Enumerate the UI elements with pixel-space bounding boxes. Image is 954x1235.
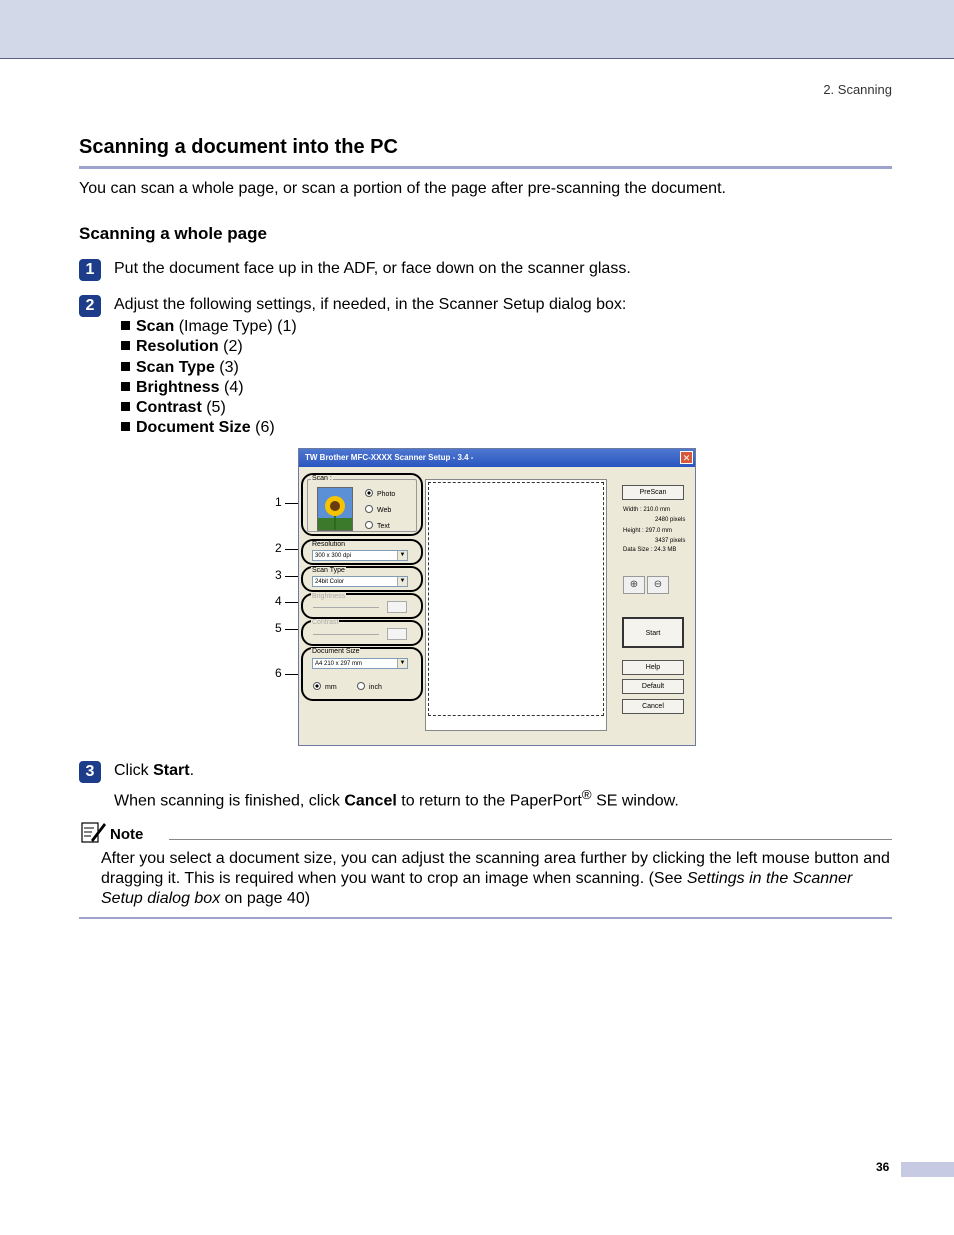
- step-number: 2: [79, 295, 101, 317]
- brightness-value[interactable]: [387, 601, 407, 613]
- contrast-slider[interactable]: [313, 634, 379, 635]
- scan-area-frame[interactable]: [428, 482, 604, 716]
- width-info: Width : 210.0 mm: [623, 507, 671, 513]
- radio-mm[interactable]: mm: [313, 682, 337, 691]
- page-title: Scanning a document into the PC: [79, 136, 398, 158]
- page-bar: [901, 1162, 954, 1177]
- step-text: Adjust the following settings, if needed, in the Scanner Setup dialog box:: [114, 296, 627, 313]
- list-item: Scan Type (3): [121, 358, 297, 378]
- default-button[interactable]: Default: [622, 679, 684, 694]
- step-text: Click Start.: [114, 762, 195, 779]
- width-pixels: 2480 pixels: [655, 517, 686, 523]
- callout-6: 6: [275, 666, 282, 680]
- page-number: 36: [876, 1160, 890, 1174]
- prescan-button[interactable]: PreScan: [622, 485, 684, 500]
- header-band: [0, 0, 954, 59]
- help-button[interactable]: Help: [622, 660, 684, 675]
- docsize-highlight: [301, 647, 423, 701]
- list-item: Contrast (5): [121, 398, 297, 418]
- list-item: Resolution (2): [121, 337, 297, 357]
- title-rule: [79, 166, 892, 169]
- step-3-detail: When scanning is finished, click Cancel to return to the PaperPort® SE window.: [114, 787, 679, 810]
- photo-thumbnail: [317, 487, 353, 531]
- contrast-value[interactable]: [387, 628, 407, 640]
- chevron-down-icon: ▼: [397, 551, 407, 560]
- zoom-out-icon[interactable]: ⊖: [647, 576, 669, 594]
- resolution-label: Resolution: [312, 541, 346, 548]
- scantype-label: Scan Type: [312, 567, 345, 574]
- list-item: Document Size (6): [121, 418, 297, 438]
- resolution-select[interactable]: 300 x 300 dpi ▼: [312, 550, 408, 561]
- note-text: After you select a document size, you can adjust the scanning area further by clicking the left mouse button and dragging it. This is required when you want to crop an image when scanning. (See Settings in the Scanner Setup dialog box on page 40): [101, 850, 890, 907]
- note-divider: [169, 839, 892, 840]
- intro-text: You can scan a whole page, or scan a portion of the page after pre-scanning the document.: [79, 180, 726, 197]
- docsize-label: Document Size: [312, 648, 360, 655]
- note-label: Note: [110, 826, 144, 843]
- list-item: Brightness (4): [121, 378, 297, 398]
- sunflower-icon: [318, 488, 352, 530]
- bottom-rule: [79, 917, 892, 919]
- callout-5: 5: [275, 621, 282, 635]
- close-icon[interactable]: ✕: [680, 451, 693, 464]
- chevron-down-icon: ▼: [397, 577, 407, 586]
- section-header: 2. Scanning: [823, 82, 892, 97]
- radio-web[interactable]: Web: [365, 505, 391, 514]
- radio-photo[interactable]: Photo: [365, 489, 395, 498]
- step-text: Put the document face up in the ADF, or face down on the scanner glass.: [114, 260, 631, 277]
- callout-4: 4: [275, 594, 282, 608]
- cancel-button[interactable]: Cancel: [622, 699, 684, 714]
- scantype-select[interactable]: 24bit Color ▼: [312, 576, 408, 587]
- callout-3: 3: [275, 568, 282, 582]
- brightness-label: Brightness: [312, 593, 346, 600]
- start-button[interactable]: Start: [622, 617, 684, 648]
- subsection-title: Scanning a whole page: [79, 224, 267, 243]
- datasize-info: Data Size : 24.3 MB: [623, 547, 677, 553]
- docsize-select[interactable]: A4 210 x 297 mm ▼: [312, 658, 408, 669]
- note-pencil-icon: [81, 820, 107, 844]
- settings-list: [121, 317, 297, 439]
- height-info: Height : 297.0 mm: [623, 528, 673, 534]
- scanner-setup-dialog: [298, 448, 696, 746]
- dialog-titlebar: TW Brother MFC-XXXX Scanner Setup - 3.4 -: [299, 449, 695, 467]
- callout-2: 2: [275, 541, 282, 555]
- height-pixels: 3437 pixels: [655, 538, 686, 544]
- radio-inch[interactable]: inch: [357, 682, 382, 691]
- contrast-label: Contrast: [312, 619, 339, 626]
- list-item: Scan (Image Type) (1): [121, 317, 297, 337]
- radio-text[interactable]: Text: [365, 521, 390, 530]
- scan-label: Scan :: [312, 475, 332, 482]
- callout-1: 1: [275, 495, 282, 509]
- brightness-slider[interactable]: [313, 607, 379, 608]
- preview-area[interactable]: [425, 479, 607, 731]
- zoom-in-icon[interactable]: ⊕: [623, 576, 645, 594]
- step-number: 3: [79, 761, 101, 783]
- step-number: 1: [79, 259, 101, 281]
- chevron-down-icon: ▼: [397, 659, 407, 668]
